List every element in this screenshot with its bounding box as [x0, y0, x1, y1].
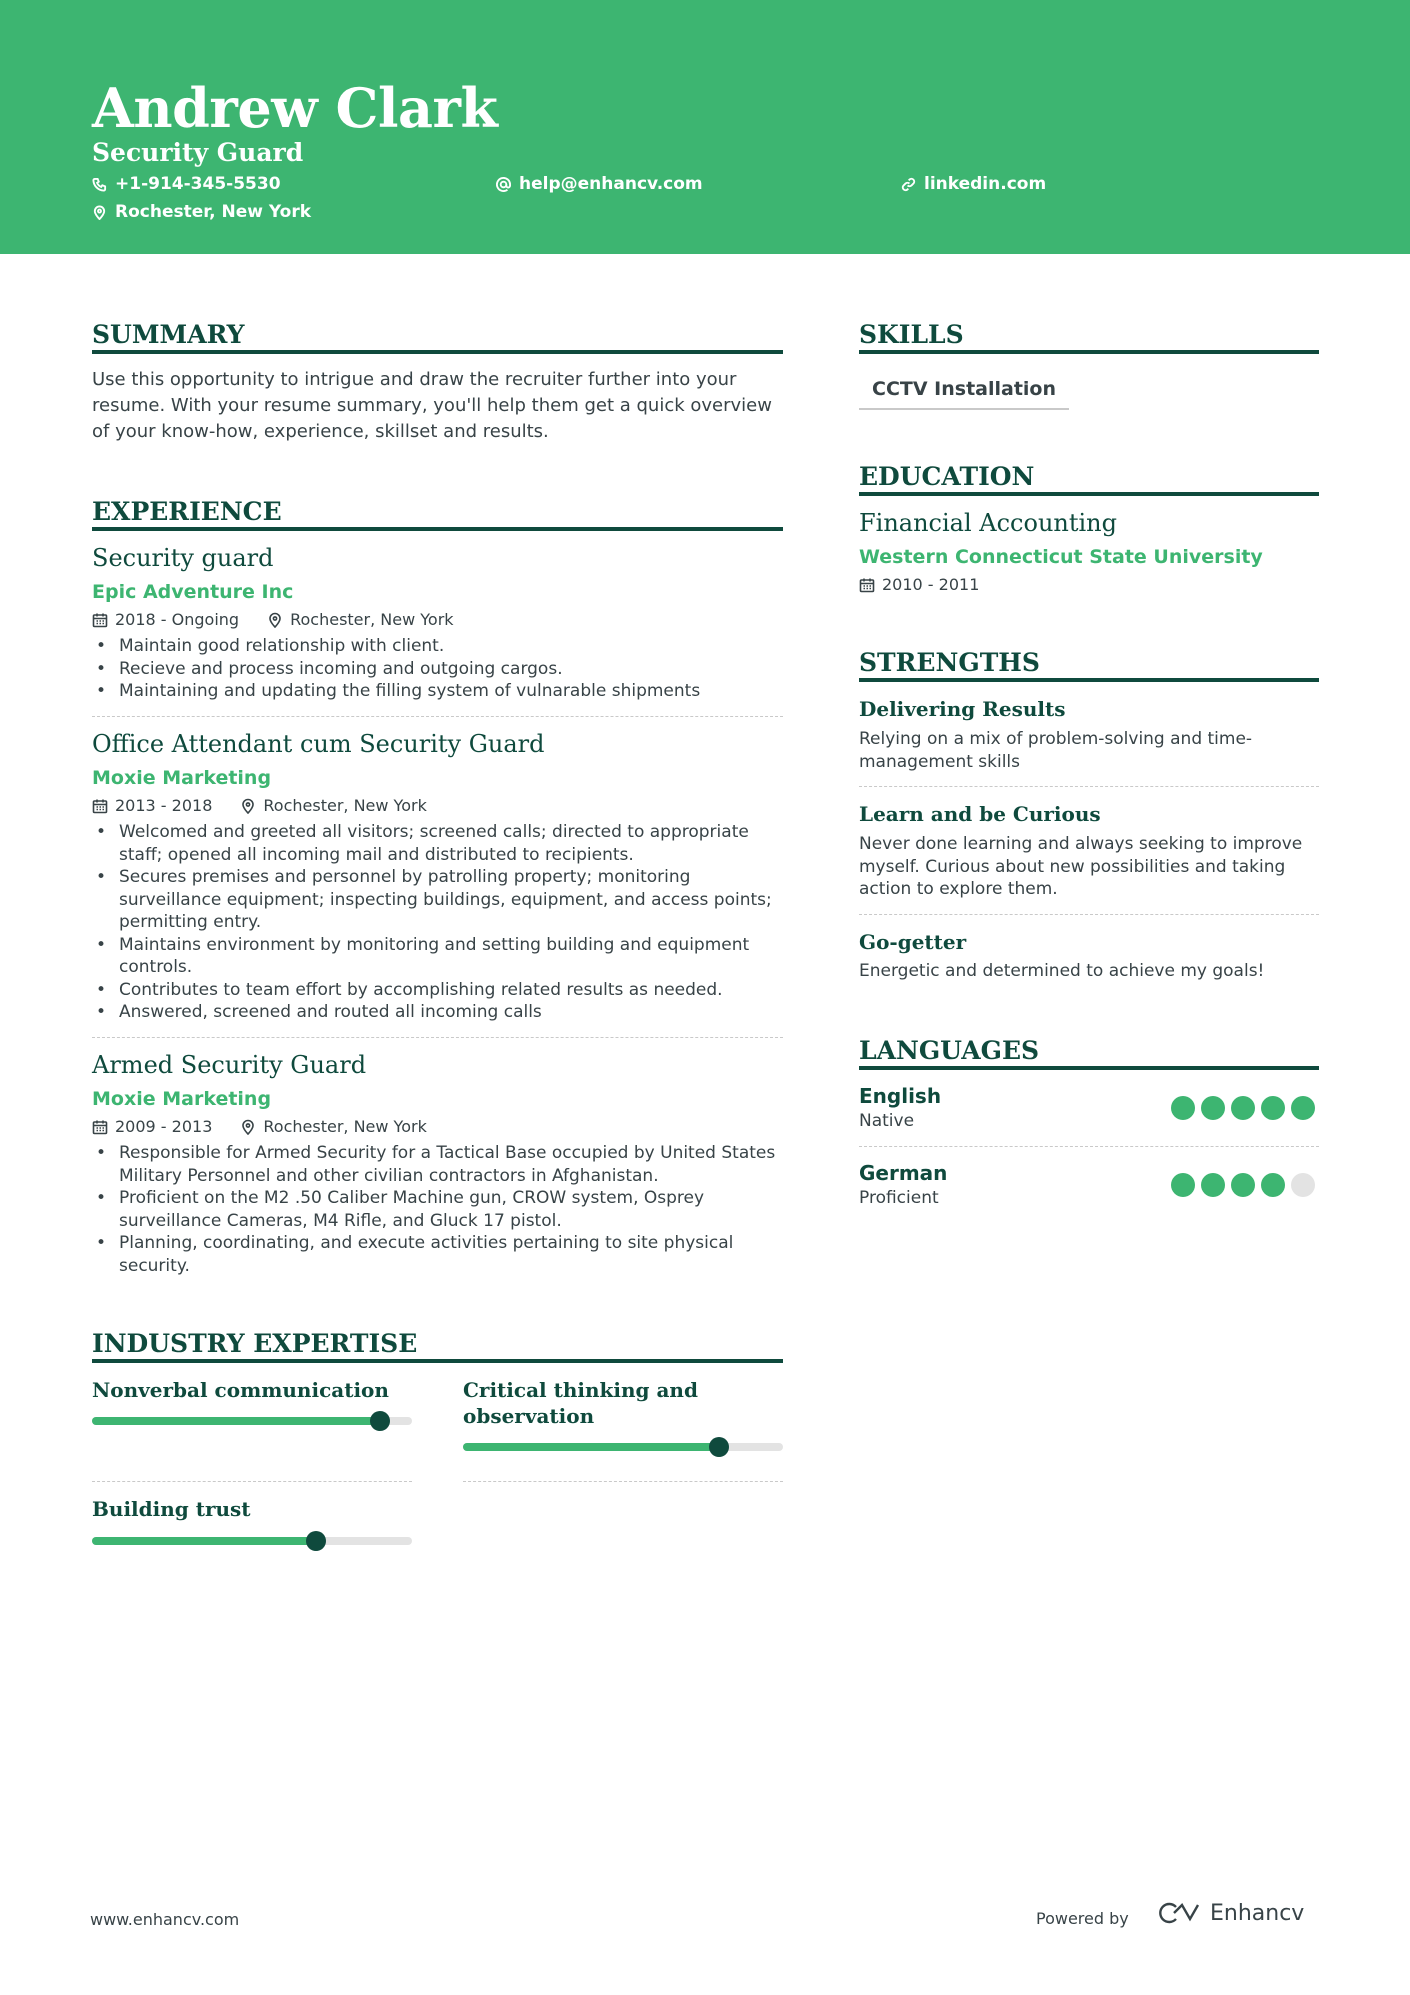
language-level: Proficient — [859, 1188, 939, 1208]
education-school: Western Connecticut State University — [859, 546, 1263, 568]
list-item: • Responsible for Armed Security for a Tactical Base occupied by United States Military Personnel and other civilian contractors in Afghanistan. — [92, 1142, 783, 1187]
phone-text: +1-914-345-5530 — [115, 174, 281, 194]
job-dates — [92, 796, 212, 815]
expertise-bar-knob — [306, 1531, 326, 1551]
skill-tag: CCTV Installation — [859, 378, 1069, 410]
enhancv-logo-icon — [1154, 1900, 1202, 1926]
industry-rule — [92, 1359, 783, 1363]
expertise-label: Nonverbal communication — [92, 1378, 389, 1402]
calendar-icon — [92, 1119, 108, 1135]
summary-rule — [92, 350, 783, 354]
education-dates — [859, 575, 979, 594]
job-bullets — [92, 821, 783, 1024]
education-dates-text: 2010 - 2011 — [882, 575, 980, 594]
rating-dot-filled — [1231, 1096, 1255, 1120]
strengths-heading: STRENGTHS — [859, 648, 1040, 677]
location-text: Rochester, New York — [115, 202, 312, 222]
header-banner — [0, 0, 1410, 254]
rating-dot-filled — [1291, 1096, 1315, 1120]
education-degree: Financial Accounting — [859, 509, 1117, 537]
strength-desc: Never done learning and always seeking to improve myself. Curious about new possibilities and taking action to explore them. — [859, 834, 1303, 899]
experience-heading: EXPERIENCE — [92, 497, 282, 526]
education-heading: EDUCATION — [859, 462, 1035, 491]
footer-brand: Enhancv — [1210, 1900, 1305, 1926]
job-dates — [92, 610, 239, 629]
expertise-bar-fill — [92, 1537, 316, 1545]
summary-text: Use this opportunity to intrigue and draw the recruiter further into your resume. With your resume summary, you'll help them get a quick overview of your know-how, experience, skillset and results. — [92, 369, 772, 442]
candidate-name: Andrew Clark — [92, 76, 498, 140]
link-icon — [901, 177, 916, 192]
job-title: Armed Security Guard — [92, 1051, 367, 1079]
rating-dot-filled — [1231, 1173, 1255, 1197]
rating-dot-filled — [1171, 1173, 1195, 1197]
strengths-rule — [859, 678, 1319, 682]
strength-title: Learn and be Curious — [859, 802, 1101, 826]
expertise-divider — [463, 1481, 783, 1482]
list-item: • Maintain good relationship with client. — [92, 635, 783, 658]
expertise-bar-fill — [463, 1443, 719, 1451]
language-rating — [1171, 1173, 1315, 1197]
strength-desc: Relying on a mix of problem-solving and time-management skills — [859, 729, 1253, 772]
job-meta — [92, 1117, 455, 1136]
list-item: • Welcomed and greeted all visitors; screened calls; directed to appropriate staff; opened all incoming mail and distributed to recipients. — [92, 821, 783, 866]
language-divider — [859, 1146, 1319, 1147]
list-item: • Contributes to team effort by accomplishing related results as needed. — [92, 979, 783, 1002]
language-name: German — [859, 1161, 948, 1185]
list-item: • Maintaining and updating the filling system of vulnarable shipments — [92, 680, 783, 703]
job-title: Office Attendant cum Security Guard — [92, 730, 545, 758]
location-pin-icon — [267, 612, 283, 628]
industry-heading: INDUSTRY EXPERTISE — [92, 1329, 418, 1358]
skills-rule — [859, 350, 1319, 354]
list-item: • Secures premises and personnel by patrolling property; monitoring surveillance equipment; inspecting buildings, equipment, and access points; permitting entry. — [92, 866, 783, 934]
phone-icon — [92, 177, 107, 192]
job-divider — [92, 716, 783, 717]
location-pin-icon — [92, 205, 107, 220]
expertise-bar — [92, 1417, 412, 1425]
job-location — [267, 610, 453, 629]
job-title: Security guard — [92, 544, 274, 572]
expertise-divider — [92, 1481, 412, 1482]
candidate-title: Security Guard — [92, 138, 304, 167]
email-text: help@enhancv.com — [519, 174, 703, 194]
list-item: • Answered, screened and routed all incoming calls — [92, 1001, 783, 1024]
strength-title: Go-getter — [859, 930, 967, 954]
education-meta — [859, 575, 1007, 594]
list-item: • Recieve and process incoming and outgoing cargos. — [92, 658, 783, 681]
job-dates-text: 2018 - Ongoing — [115, 610, 240, 629]
job-location — [240, 1117, 426, 1136]
languages-heading: LANGUAGES — [859, 1036, 1040, 1065]
location-contact — [92, 202, 311, 222]
job-company: Epic Adventure Inc — [92, 581, 294, 603]
expertise-bar — [463, 1443, 783, 1451]
summary-heading: SUMMARY — [92, 320, 245, 349]
job-bullets — [92, 635, 783, 703]
linkedin-text: linkedin.com — [924, 174, 1047, 194]
calendar-icon — [859, 577, 875, 593]
at-icon — [496, 177, 511, 192]
strength-divider — [859, 914, 1319, 915]
rating-dot-filled — [1201, 1173, 1225, 1197]
footer-logo[interactable] — [1154, 1900, 1304, 1926]
language-name: English — [859, 1084, 942, 1108]
job-dates-text: 2009 - 2013 — [115, 1117, 213, 1136]
job-meta — [92, 796, 455, 815]
expertise-bar-knob — [709, 1437, 729, 1457]
footer-powered-by: Powered by — [1036, 1909, 1129, 1928]
expertise-label: Critical thinking and observation — [463, 1378, 698, 1428]
phone-contact[interactable] — [92, 174, 281, 194]
language-rating — [1171, 1096, 1315, 1120]
job-location-text: Rochester, New York — [263, 796, 427, 815]
rating-dot-filled — [1201, 1096, 1225, 1120]
expertise-bar-fill — [92, 1417, 380, 1425]
languages-rule — [859, 1066, 1319, 1070]
job-company: Moxie Marketing — [92, 1088, 272, 1110]
job-meta — [92, 610, 482, 629]
list-item: • Planning, coordinating, and execute activities pertaining to site physical security. — [92, 1232, 783, 1277]
job-location-text: Rochester, New York — [290, 610, 454, 629]
job-dates — [92, 1117, 212, 1136]
rating-dot-empty — [1291, 1173, 1315, 1197]
language-level: Native — [859, 1111, 915, 1131]
list-item: • Maintains environment by monitoring and setting building and equipment controls. — [92, 934, 783, 979]
job-location-text: Rochester, New York — [263, 1117, 427, 1136]
rating-dot-filled — [1171, 1096, 1195, 1120]
job-dates-text: 2013 - 2018 — [115, 796, 213, 815]
expertise-label: Building trust — [92, 1497, 251, 1521]
expertise-bar — [92, 1537, 412, 1545]
footer-website[interactable]: www.enhancv.com — [90, 1910, 240, 1929]
calendar-icon — [92, 612, 108, 628]
location-pin-icon — [240, 1119, 256, 1135]
skills-heading: SKILLS — [859, 320, 964, 349]
strength-title: Delivering Results — [859, 697, 1066, 721]
email-contact[interactable] — [496, 174, 703, 194]
rating-dot-filled — [1261, 1173, 1285, 1197]
job-divider — [92, 1037, 783, 1038]
strength-desc: Energetic and determined to achieve my goals! — [859, 961, 1265, 981]
list-item: • Proficient on the M2 .50 Caliber Machine gun, CROW system, Osprey surveillance Cameras, M4 Rifle, and Gluck 17 pistol. — [92, 1187, 783, 1232]
job-bullets — [92, 1142, 783, 1277]
strength-divider — [859, 786, 1319, 787]
location-pin-icon — [240, 798, 256, 814]
job-location — [240, 796, 426, 815]
expertise-bar-knob — [370, 1411, 390, 1431]
linkedin-contact[interactable] — [901, 174, 1046, 194]
rating-dot-filled — [1261, 1096, 1285, 1120]
job-company: Moxie Marketing — [92, 767, 272, 789]
calendar-icon — [92, 798, 108, 814]
education-rule — [859, 492, 1319, 496]
experience-rule — [92, 527, 783, 531]
